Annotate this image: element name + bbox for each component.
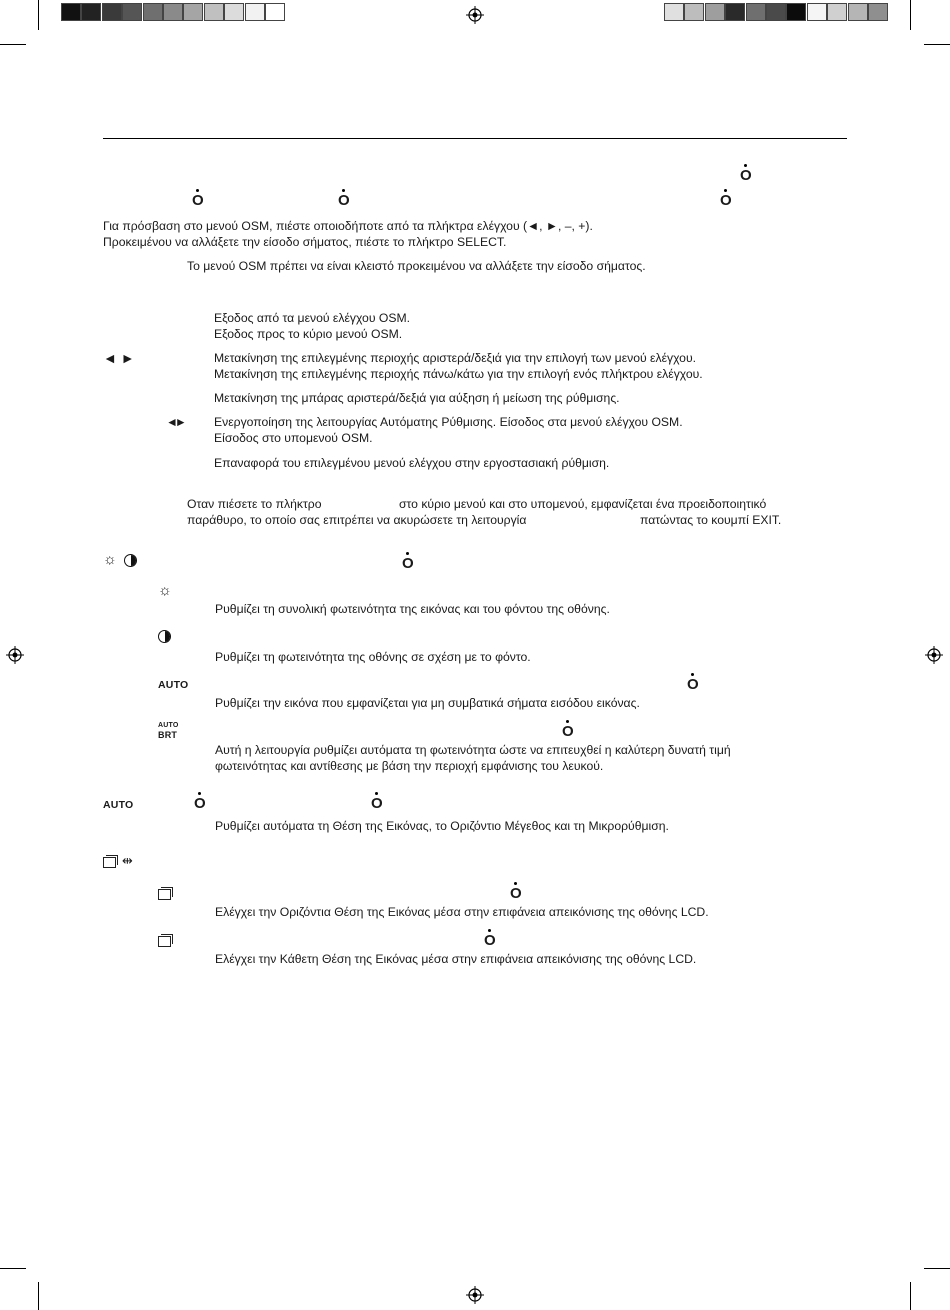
calibration-swatch — [664, 3, 684, 21]
contrast-desc: Ρυθμίζει τη φωτεινότητα της οθόνης σε σχέση με το φόντο. — [215, 650, 531, 664]
auto-brt-desc: Αυτή η λειτουργία ρυθμίζει αυτόματα τη φωτεινότητα ώστε να επιτευχθεί η καλύτερη δυνατή τιμή — [215, 743, 731, 757]
key-arrows-desc: Μετακίνηση της επιλεγμένης περιοχής αριστερά/δεξιά για την επιλογή των μενού ελέγχου. — [214, 351, 697, 365]
arrow-keys-icon: ◄ ► — [103, 350, 135, 366]
calibration-swatch — [265, 3, 285, 21]
intro-line: Για πρόσβαση στο μενού OSM, πιέστε οποιοδήποτε από τα πλήκτρα ελέγχου (◄, ►, –, +). — [103, 219, 593, 233]
key-select-desc: Ενεργοποίηση της λειτουργίας Αυτόματης Ρύθμισης. Είσοδος στα μενού ελέγχου OSM. — [214, 415, 683, 429]
key-select-desc: Είσοδος στο υπομενού OSM. — [214, 431, 373, 445]
calibration-swatch — [786, 3, 806, 21]
o-mark-icon: O — [402, 555, 414, 572]
calibration-swatch — [245, 3, 265, 21]
auto-adjust-desc: Ρυθμίζει αυτόματα τη Θέση της Εικόνας, το Οριζόντιο Μέγεθος και τη Μικρορύθμιση. — [215, 819, 669, 833]
auto-adjust-label: AUTO — [103, 799, 134, 811]
calibration-swatch — [143, 3, 163, 21]
calibration-swatch — [848, 3, 868, 21]
v-position-icon — [158, 936, 171, 947]
contrast-icon — [158, 630, 171, 643]
calibration-swatch — [81, 3, 101, 21]
o-mark-icon: O — [510, 885, 522, 902]
key-exit-desc: Εξοδος από τα μενού ελέγχου OSM. — [214, 311, 411, 325]
calibration-swatch — [827, 3, 847, 21]
key-reset-desc: Επαναφορά του επιλεγμένου μενού ελέγχου στην εργοστασιακή ρύθμιση. — [214, 456, 610, 470]
o-mark-icon: O — [194, 795, 206, 812]
calibration-swatch — [868, 3, 888, 21]
crop-mark — [0, 44, 26, 45]
o-mark-icon: O — [687, 676, 699, 693]
crop-mark — [910, 0, 911, 30]
h-position-icon — [158, 889, 171, 900]
crop-mark — [0, 1268, 26, 1269]
calibration-swatch — [122, 3, 142, 21]
brightness-desc: Ρυθμίζει τη συνολική φωτεινότητα της εικόνας και του φόντου της οθόνης. — [215, 602, 610, 616]
warning-text: παράθυρο, το οποίο σας επιτρέπει να ακυρώσετε τη λειτουργία — [187, 513, 527, 527]
calibration-swatch — [725, 3, 745, 21]
o-mark-icon: O — [371, 795, 383, 812]
o-mark-icon: O — [338, 192, 350, 209]
sun-icon: ☼ — [158, 582, 172, 599]
calibration-swatch — [684, 3, 704, 21]
calibration-swatch — [204, 3, 224, 21]
calibration-swatch — [183, 3, 203, 21]
o-mark-icon: O — [484, 932, 496, 949]
calibration-swatch — [705, 3, 725, 21]
calibration-swatch — [807, 3, 827, 21]
calibration-swatch — [766, 3, 786, 21]
o-mark-icon: O — [192, 192, 204, 209]
crop-mark — [924, 1268, 950, 1269]
key-arrows-desc: Μετακίνηση της επιλεγμένης περιοχής πάνω/κάτω για την επιλογή ενός πλήκτρου ελέγχου. — [214, 367, 703, 381]
registration-mark-icon — [925, 646, 943, 664]
h-position-desc: Ελέγχει την Οριζόντια Θέση της Εικόνας μέσα στην επιφάνεια απεικόνισης της οθόνης LCD. — [215, 905, 709, 919]
o-mark-icon: O — [562, 723, 574, 740]
key-minusplus-desc: Μετακίνηση της μπάρας αριστερά/δεξιά για αύξηση ή μείωση της ρύθμισης. — [214, 391, 620, 405]
intro-line: Προκειμένου να αλλάξετε την είσοδο σήματος, πιέστε το πλήκτρο SELECT. — [103, 235, 507, 249]
screen-position-icon — [103, 857, 116, 868]
v-position-desc: Ελέγχει την Κάθετη Θέση της Εικόνας μέσα στην επιφάνεια απεικόνισης της οθόνης LCD. — [215, 952, 697, 966]
calibration-swatch — [61, 3, 81, 21]
crop-mark — [910, 1282, 911, 1310]
calibration-swatch — [102, 3, 122, 21]
sun-icon: ☼ — [103, 551, 117, 568]
header-rule — [103, 138, 847, 139]
auto-brt-icon: AUTO — [158, 722, 179, 729]
auto-label: AUTO — [158, 679, 189, 691]
width-icon: ⇹ — [122, 853, 133, 868]
key-exit-desc: Εξοδος προς το κύριο μενού OSM. — [214, 327, 403, 341]
registration-mark-icon — [466, 1286, 484, 1304]
calibration-swatch — [746, 3, 766, 21]
o-mark-icon: O — [740, 167, 752, 184]
crop-mark — [38, 0, 39, 30]
registration-mark-icon — [6, 646, 24, 664]
calibration-swatch — [163, 3, 183, 21]
crop-mark — [924, 44, 950, 45]
warning-text: πατώντας το κουμπί EXIT. — [640, 513, 782, 527]
auto-brt-icon: BRT — [158, 730, 178, 740]
calibration-swatch — [224, 3, 244, 21]
registration-mark-icon — [466, 6, 484, 24]
contrast-icon — [124, 554, 137, 567]
intro-note: Το μενού OSM πρέπει να είναι κλειστό προκειμένου να αλλάξετε την είσοδο σήματος. — [187, 259, 646, 273]
auto-brt-desc: φωτεινότητας και αντίθεσης με βάση την περιοχή εμφάνισης του λευκού. — [215, 759, 604, 773]
o-mark-icon: O — [720, 192, 732, 209]
warning-text: Οταν πιέσετε το πλήκτρο — [187, 497, 322, 511]
warning-text: στο κύριο μενού και στο υπομενού, εμφανίζεται ένα προειδοποιητικό — [399, 497, 767, 511]
crop-mark — [38, 1282, 39, 1310]
select-key-icon: ◄► — [166, 415, 184, 429]
auto-desc: Ρυθμίζει την εικόνα που εμφανίζεται για μη συμβατικά σήματα εισόδου εικόνας. — [215, 696, 640, 710]
